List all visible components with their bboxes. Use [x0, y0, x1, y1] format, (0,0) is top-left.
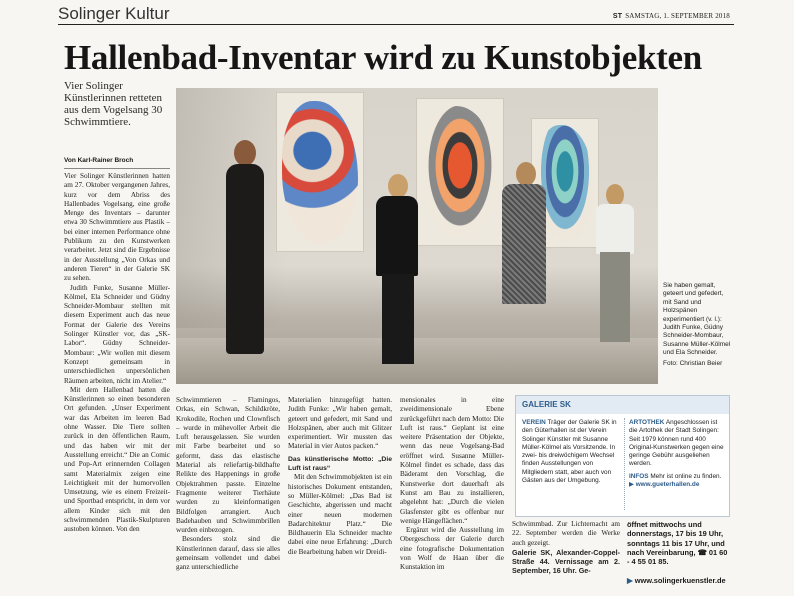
website-footer[interactable]: [627, 576, 726, 585]
paragraph: Schwimmbad. Zur Lichternacht am 22. September werden die Werke auch gezeigt.: [512, 520, 620, 547]
dateline: [613, 12, 730, 20]
subhead: Vier Solinger Künstlerinnen retteten aus dem Vogelsang 30 Schwimmtiere.: [64, 80, 163, 128]
head: [388, 174, 408, 198]
paragraph: Judith Funke, Susanne Müller-Kölmel, Ela Schneider und Güdny Schneider-Mombaur stellten mit diesem Experiment auch das neue Format der Galerie des Vereins Solinger Künstler vor, das „SK-Labor“. Güdny Schneider-Mombaur: „Wir wollen mit diesem Konzept gemeinsam in unterschiedlichen unpersönlichen Räumen arbeiten, nicht im Atelier.“: [64, 283, 170, 385]
info-box-galerie-sk: [515, 395, 730, 517]
caption-text: Sie haben gemalt, geteert und gefedert, mit Sand und Holzspänen experimentiert (v. l.): Judith Funke, Güdny Schneider-Mombaur, Susanne Müller-Kölmel und Ela Schneider.: [663, 282, 731, 357]
info-web[interactable]: [629, 481, 727, 489]
info-label: VEREIN: [522, 419, 546, 426]
info-divider: [624, 418, 625, 510]
paragraph: Besonders stolz sind die Künstlerinnen darauf, dass sie alles gemeinsam vollendet und dabei ganz unterschiedliche: [176, 535, 280, 572]
info-text: Angeschlossen ist die Artothek der Stadt Solingen: Seit 1979 können rund 400 Original-Kunstwerken gegen eine geringe Gebühr ausgeliehen werden.: [629, 419, 724, 468]
article-column-3: [288, 396, 392, 592]
website-link[interactable]: www.solingerkuenstler.de: [634, 576, 726, 585]
head: [234, 140, 256, 166]
subheading: Das künstlerische Motto: „Die Luft ist raus“: [288, 455, 392, 473]
byline-rule: [64, 168, 170, 169]
opening-hours: öffnet mittwochs und donnerstags, 17 bis 19 Uhr, sonntags 11 bis 17 Uhr, und nach Vereinbarung, ☎ 01 60 - 4 55 01 85.: [627, 520, 728, 567]
headline: Hallenbad-Inventar wird zu Kunstobjekten: [64, 38, 702, 77]
black-dress: [226, 164, 264, 354]
exhibition-photo: [176, 88, 658, 384]
info-text: Mehr ist online zu finden.: [650, 472, 722, 480]
arrow-icon: ▶: [629, 481, 634, 489]
paper-abbrev: ST: [612, 13, 623, 20]
artwork-frame: [276, 92, 364, 252]
section-label: Solinger Kultur: [58, 4, 170, 23]
article-column-5: [512, 520, 620, 592]
paragraph: Mit den Schwimmobjekten ist ein historisches Dokument entstanden, so Müller-Kölmel: „Das Bad ist Geschichte, abgerissen und macht einer neuen modernen Badarchitektur Platz.“ Die Bildhauerin Ela Schneider machte dabei eine neue Erfahrung: „Durch die Bearbeitung haben wir Dreidi-: [288, 473, 392, 556]
article-column-2: [176, 396, 280, 592]
paragraph: Schwimmtieren – Flamingos, Orkas, ein Schwan, Schildkröte, Krokodile, Rochen und Clownfisch – wurde in mühevoller Arbeit die Luft herausgelassen. Sie wurden mit Farbe bearbeitet und so geformt, dass das elastische Material als reliefartig-bildhafte Relikte des Happenings in große Objektrahmen passte. Einzelne Fragmente weiterer Tierhäute wurden zu kleinformatigen Bildfolgen arrangiert. Auch Badehauben und Schwimmbrillen wurden einbezogen.: [176, 396, 280, 535]
black-trousers: [382, 274, 414, 364]
artwork-swim-animal: [282, 101, 358, 243]
website-link[interactable]: www.gueterhallen.de: [635, 481, 700, 489]
paragraph: mensionales in eine zweidimensionale Ebene zurückgeführt nach dem Motto: Die Luft ist raus.“ Geplant ist eine weitere Präsentation der Objekte, wenn das neue Vogelsang-Bad eröffnet wird. Susanne Müller-Kölmel findet es schade, dass das Bäderamt den Vorschlag, die Kunstwerke dort dauerhaft als Kunst am Bau zu installieren, abgelehnt hat: „Durch die vielen Glasfenster gibt es offenbar nur wenige Hängeflächen.“: [400, 396, 504, 525]
article-column-1: [64, 172, 170, 592]
arrow-icon: ▶: [627, 576, 633, 585]
photo-caption: [663, 282, 731, 368]
head: [516, 162, 536, 186]
info-infos: [629, 473, 727, 481]
black-top: [376, 196, 418, 276]
patterned-dress: [502, 184, 546, 304]
artwork-swim-animal: [422, 106, 498, 237]
article-column-4: [400, 396, 504, 592]
white-top: [596, 204, 634, 254]
info-box-title: GALERIE SK: [522, 400, 571, 409]
paragraph: Vier Solinger Künstlerinnen hatten am 27. Oktober vergangenen Jahres, kurz vor dem Abriss des Hallenbades Vogelsang, eine große Menge des Inventars – darunter etwa 30 Schwimmtiere aus Plastik – bei einer internen Performance ohne Publikum zu den Kunstwerken verarbeitet. Jetzt sind die Ergebnisse in der Ausstellung „Von Orkas und anderen Tieren“ in der Galerie SK zu sehen.: [64, 172, 170, 283]
photo-credit: Foto: Christian Beier: [663, 359, 723, 367]
issue-date: SAMSTAG, 1. SEPTEMBER 2018: [625, 12, 730, 20]
info-label: ARTOTHEK: [629, 419, 665, 426]
info-label: INFOS: [629, 472, 649, 480]
artwork-frame: [416, 98, 504, 246]
info-text: Träger der Galerie SK in den Güterhallen ist der Verein Solinger Künstler mit Susanne Müller-Kölmel als Vorsitzende. In zwei- bis dreiwöchigem Wechsel finden Ausstellungen von Mitgliedern statt, aber auch von Gästen aus der Umgebung.: [522, 419, 617, 485]
paragraph: Ergänzt wird die Ausstellung im Obergeschoss der Galerie durch eine fotografische Dokumentation von Wolf de Haan über die Kunstaktion im: [400, 526, 504, 572]
head: [606, 184, 624, 206]
header-rule: [58, 24, 734, 25]
info-artothek: [629, 419, 727, 489]
paragraph: Mit dem Hallenbad hatten die Künstlerinnen so einen besonderen Ort gefunden. „Unser Experiment war das Arbeiten im leeren Bad ohne Wasser. Die Tiere sollten zurück in den öffentlichen Raum, und das haben wir mit der Ausstellung erreicht.“ Die an Comic und Pop-Art erinnernden Collagen samt Materialmix zeigen eine Leichtigkeit mit der humorvollen Umsetzung, wie es einem Freizeit- und Sportbad entspricht, in dem vor allem Kinder sich mit den schwimmenden Plastik-Skulpturen austoben können. Von den: [64, 385, 170, 534]
paragraph: Materialien hinzugefügt hatten. Judith Funke: „Wir haben gemalt, geteert und gefedert, mit Sand und Holzspänen, aber auch mit Glitzer experimentiert. Wir mussten das Material in vier Autos packen.“: [288, 396, 392, 451]
gallery-address: Galerie SK, Alexander-Coppel-Straße 44. Vernissage am 2. September, 16 Uhr. Ge-: [512, 547, 620, 576]
byline: Von Karl-Rainer Broch: [64, 157, 134, 164]
info-verein: [522, 419, 620, 485]
grey-trousers: [600, 252, 630, 342]
